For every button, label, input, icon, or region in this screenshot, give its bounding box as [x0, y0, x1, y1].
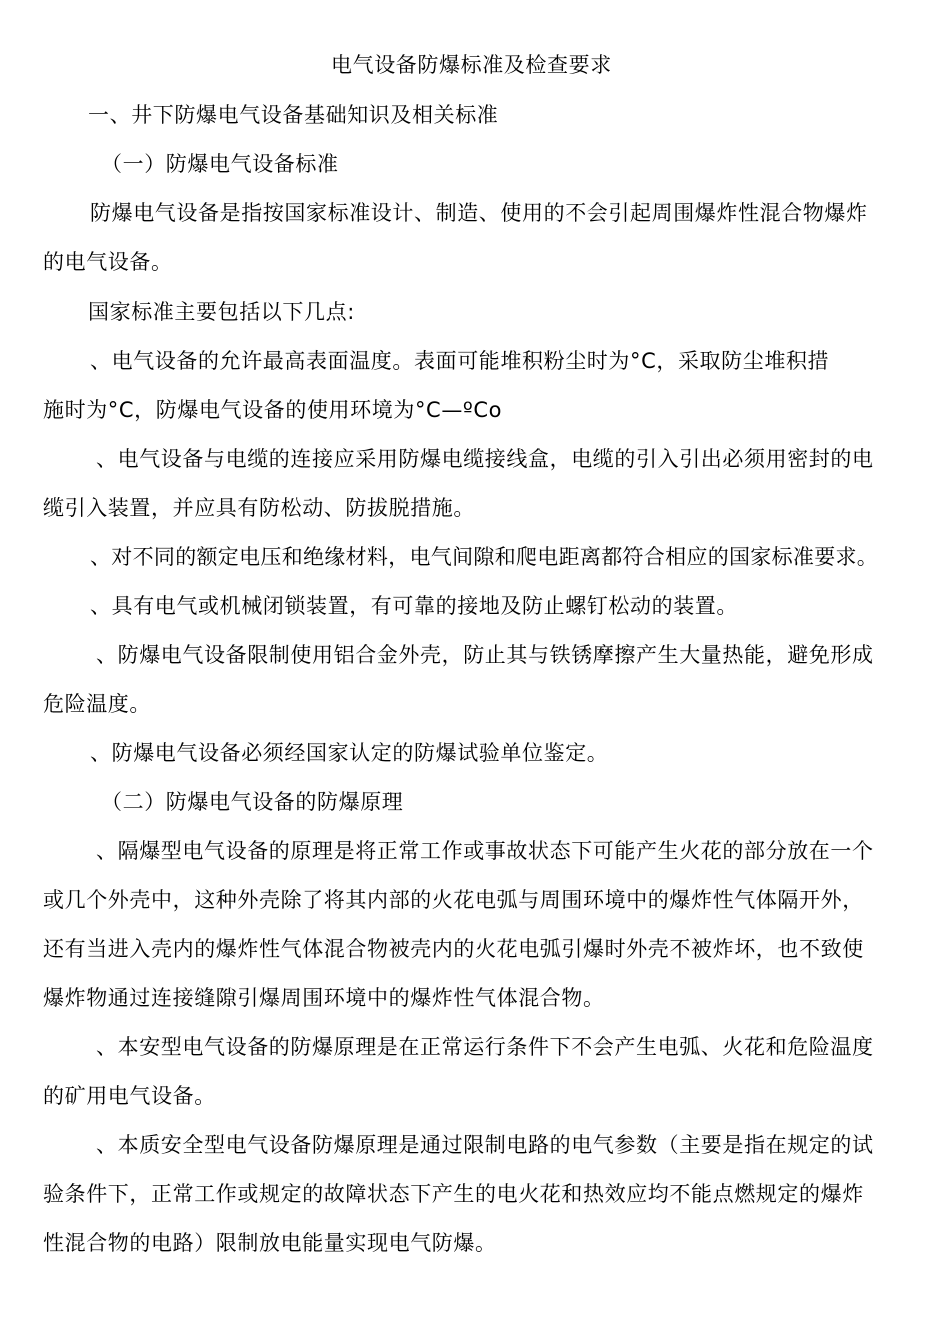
- principle-increased-safety-line-1: 、本安型电气设备的防爆原理是在正常运行条件下不会产生电弧、火花和危险温度: [96, 1035, 874, 1059]
- item-temperature-line-2: 施时为°C，防爆电气设备的使用环境为°C—ºCo: [43, 398, 503, 422]
- principle-flameproof-line-3: 还有当进入壳内的爆炸性气体混合物被壳内的火花电弧引爆时外壳不被炸坏，也不致使: [43, 937, 864, 961]
- standards-intro: 国家标准主要包括以下几点:: [88, 300, 355, 324]
- item-temperature-line-1: 、电气设备的允许最高表面温度。表面可能堆积粉尘时为°C，采取防尘堆积措: [90, 349, 830, 373]
- item-certification: 、防爆电气设备必须经国家认定的防爆试验单位鉴定。: [90, 741, 609, 765]
- item-voltage: 、对不同的额定电压和绝缘材料，电气间隙和爬电距离都符合相应的国家标准要求。: [90, 545, 879, 569]
- definition-line-1: 防爆电气设备是指按国家标准设计、制造、使用的不会引起周围爆炸性混合物爆炸: [90, 201, 868, 225]
- principle-intrinsic-line-3: 性混合物的电路）限制放电能量实现电气防爆。: [43, 1231, 497, 1255]
- principle-intrinsic-line-1: 、本质安全型电气设备防爆原理是通过限制电路的电气参数（主要是指在规定的试: [96, 1133, 874, 1157]
- section-heading-basics: 一、井下防爆电气设备基础知识及相关标准: [88, 103, 499, 127]
- subsection-heading-standards: （一）防爆电气设备标准: [101, 152, 339, 176]
- principle-flameproof-line-4: 爆炸物通过连接缝隙引爆周围环境中的爆炸性气体混合物。: [43, 986, 605, 1010]
- subsection-heading-principles: （二）防爆电气设备的防爆原理: [101, 790, 404, 814]
- principle-flameproof-line-2: 或几个外壳中，这种外壳除了将其内部的火花电弧与周围环境中的爆炸性气体隔开外，: [43, 888, 864, 912]
- item-cable-line-2: 缆引入装置，并应具有防松动、防拔脱措施。: [43, 496, 475, 520]
- item-shell-line-2: 危险温度。: [43, 692, 151, 716]
- item-cable-line-1: 、电气设备与电缆的连接应采用防爆电缆接线盒，电缆的引入引出必须用密封的电: [96, 447, 874, 471]
- principle-intrinsic-line-2: 验条件下，正常工作或规定的故障状态下产生的电火花和热效应均不能点燃规定的爆炸: [43, 1182, 864, 1206]
- principle-increased-safety-line-2: 的矿用电气设备。: [43, 1084, 216, 1108]
- item-shell-line-1: 、防爆电气设备限制使用铝合金外壳，防止其与铁锈摩擦产生大量热能，避免形成: [96, 643, 874, 667]
- principle-flameproof-line-1: 、隔爆型电气设备的原理是将正常工作或事故状态下可能产生火花的部分放在一个: [96, 839, 874, 863]
- item-lock: 、具有电气或机械闭锁装置，有可靠的接地及防止螺钉松动的装置。: [90, 594, 738, 618]
- definition-line-2: 的电气设备。: [43, 250, 173, 274]
- document-title: 电气设备防爆标准及检查要求: [331, 53, 612, 77]
